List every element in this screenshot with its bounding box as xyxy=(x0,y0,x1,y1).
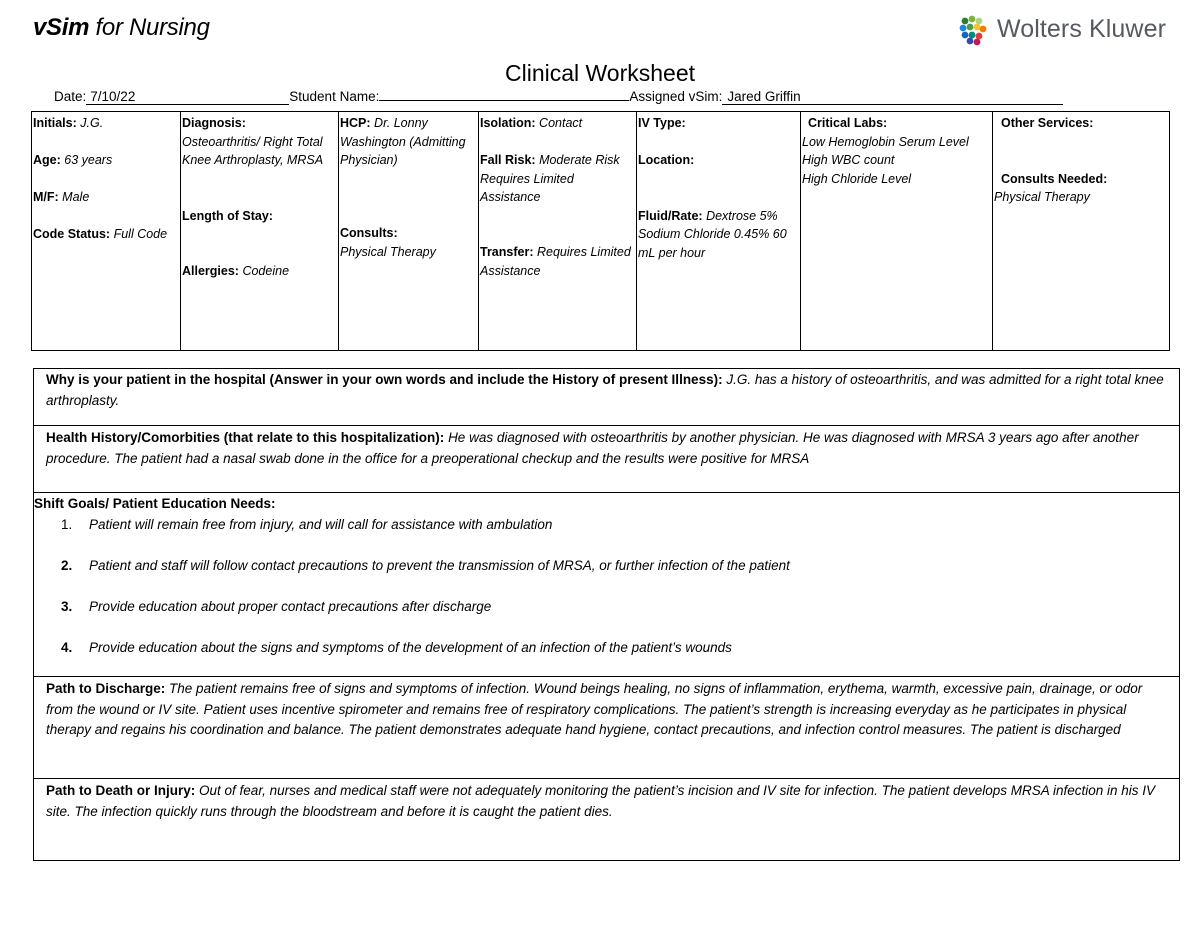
col-critical-labs xyxy=(801,112,993,350)
diagnosis-value: Osteoarthritis/ Right Total Knee Arthroplasty, MRSA xyxy=(182,134,324,167)
col-other-services xyxy=(993,112,1169,350)
fall-risk-value: Moderate Risk Requires Limited Assistance xyxy=(480,153,620,204)
other-services-label: Other Services: xyxy=(1001,116,1094,130)
initials-value: J.G. xyxy=(80,116,104,130)
why-hospital-label: Why is your patient in the hospital (Answer in your own words and include the History of present Illness): xyxy=(46,372,723,387)
transfer-value: Requires Limited Assistance xyxy=(480,245,631,278)
path-to-discharge-text: The patient remains free of signs and symptoms of infection. Wound beings healing, no signs of inflammation, erythema, warmth, excessive pain, drainage, or odor from the wound or IV site. Patient uses incentive spirometer and remains free of respiratory complications. The patient’s strength is increasing everyday as he participates in physical therapy and regains his coordination and balance. The patient demonstrates adequate hand hygiene, contact precautions, and infection control measures. The patient is discharged xyxy=(46,681,1143,737)
transfer-label: Transfer: xyxy=(480,245,534,259)
path-to-death-section xyxy=(34,779,1179,859)
consults-needed-label: Consults Needed: xyxy=(1001,171,1108,186)
age-value: 63 years xyxy=(64,153,113,167)
path-to-death-text: Out of fear, nurses and medical staff were not adequately monitoring the patient’s incision and IV site for infection. The patient develops MRSA infection in his IV site. The infection quickly runs through the bloodstream and before it is caught the patient dies. xyxy=(46,783,1156,819)
goal-number: 3. xyxy=(61,598,73,614)
wolters-kluwer-icon xyxy=(955,12,989,46)
goal-text: Provide education about proper contact precautions after discharge xyxy=(89,598,492,614)
date-label: Date: xyxy=(54,89,87,104)
allergies-label: Allergies: xyxy=(182,264,239,278)
col-hcp xyxy=(339,112,479,350)
publisher-name: Wolters Kluwer xyxy=(996,14,1166,43)
page-title: Clinical Worksheet xyxy=(504,60,696,86)
narrative-table xyxy=(33,368,1180,861)
vsim-logo-mark: vSim xyxy=(33,14,90,41)
critical-labs-label: Critical Labs: xyxy=(808,116,888,130)
goal-text: Patient will remain free from injury, and will call for assistance with ambulation xyxy=(89,516,553,532)
isolation-label: Isolation: xyxy=(480,116,536,130)
student-name-label: Student Name: xyxy=(289,89,380,104)
goal-item xyxy=(34,556,1167,577)
why-hospital-section xyxy=(34,369,1179,426)
shift-goals-section xyxy=(34,493,1179,677)
goal-item xyxy=(34,597,1167,618)
allergies-value: Codeine xyxy=(242,264,290,278)
health-history-label: Health History/Comorbities (that relate to this hospitalization): xyxy=(46,430,445,445)
iv-type-label: IV Type: xyxy=(638,116,686,130)
col-diagnosis xyxy=(181,112,339,350)
critical-lab-item: Low Hemoglobin Serum Level xyxy=(802,134,969,149)
fall-risk-label: Fall Risk: xyxy=(480,153,536,167)
goal-text: Patient and staff will follow contact precautions to prevent the transmission of MRSA, or further infection of the patient xyxy=(89,557,790,573)
patient-info-grid xyxy=(31,111,1170,351)
col-demographics xyxy=(32,112,181,350)
consults-value: Physical Therapy xyxy=(340,244,436,259)
student-name-value xyxy=(379,100,629,101)
hcp-label: HCP: xyxy=(340,116,371,130)
mf-label: M/F: xyxy=(33,190,59,204)
goal-item xyxy=(34,515,1167,536)
age-label: Age: xyxy=(33,153,61,167)
col-iv xyxy=(637,112,801,350)
wolters-kluwer-logo xyxy=(955,12,1166,46)
goal-text: Provide education about the signs and symptoms of the development of an infection of the patient’s wounds xyxy=(89,639,732,655)
goal-number: 1. xyxy=(61,516,73,532)
fluid-rate-value: Dextrose 5% Sodium Chloride 0.45% 60 mL per hour xyxy=(638,208,787,260)
length-of-stay-label: Length of Stay: xyxy=(182,208,273,223)
goal-number: 2. xyxy=(61,557,73,573)
critical-lab-item: High Chloride Level xyxy=(802,171,912,186)
consults-needed-value: Physical Therapy xyxy=(994,190,1090,204)
path-to-discharge-section xyxy=(34,677,1179,779)
code-status-value: Full Code xyxy=(113,227,168,241)
critical-lab-item: High WBC count xyxy=(802,153,895,167)
path-to-discharge-label: Path to Discharge: xyxy=(46,681,166,696)
assigned-vsim-label: Assigned vSim: xyxy=(629,89,723,104)
consults-label: Consults: xyxy=(340,226,398,240)
diagnosis-label: Diagnosis: xyxy=(182,116,246,130)
isolation-value: Contact xyxy=(539,116,583,130)
mf-value: Male xyxy=(62,190,90,204)
worksheet-meta-row xyxy=(54,89,1063,105)
goal-item xyxy=(34,638,1167,659)
date-value: 7/10/22 xyxy=(86,89,289,105)
fluid-rate-label: Fluid/Rate: xyxy=(638,208,703,223)
goal-number: 4. xyxy=(61,639,73,655)
why-hospital-text: J.G. has a history of osteoarthritis, and was admitted for a right total knee arthroplasty. xyxy=(46,372,1164,408)
health-history-section xyxy=(34,426,1179,493)
code-status-label: Code Status: xyxy=(33,227,111,241)
vsim-logo xyxy=(33,14,210,42)
health-history-text: He was diagnosed with osteoarthritis by another physician. He was diagnosed with MRSA 3 years ago after another procedure. The patient had a nasal swab done in the office for a preoperational checkup and the results were positive for MRSA xyxy=(46,430,1139,466)
initials-label: Initials: xyxy=(33,116,77,130)
hcp-value: Dr. Lonny Washington (Admitting Physician) xyxy=(340,116,466,167)
col-isolation xyxy=(479,112,637,350)
vsim-logo-text: for Nursing xyxy=(89,14,210,41)
path-to-death-label: Path to Death or Injury: xyxy=(46,783,196,798)
shift-goals-label: Shift Goals/ Patient Education Needs: xyxy=(34,496,276,511)
assigned-vsim-value: Jared Griffin xyxy=(722,89,1063,105)
location-label: Location: xyxy=(638,153,695,167)
